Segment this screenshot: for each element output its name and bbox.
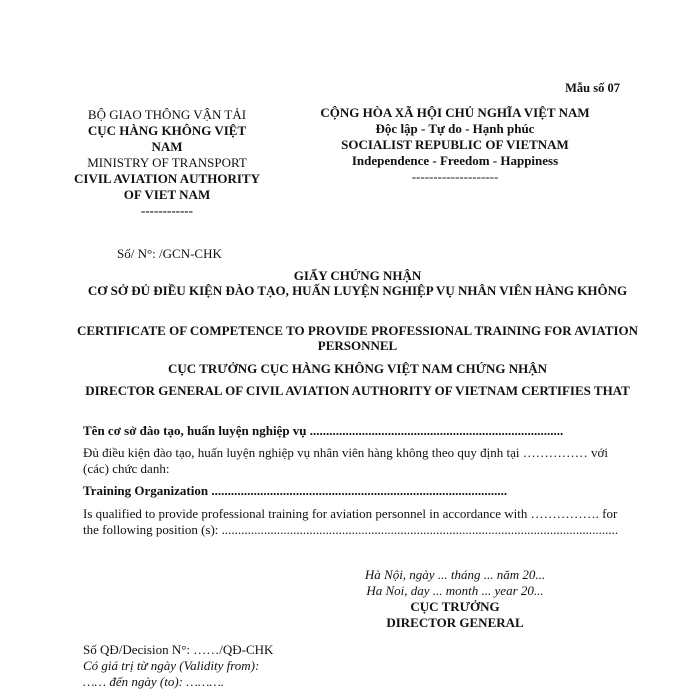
date-line-vn: Hà Nội, ngày ... tháng ... năm 20... [364,567,546,582]
form-number: Mẫu số 07 [565,81,620,95]
issuing-authority-header [72,107,262,219]
republic-en: SOCIALIST REPUBLIC OF VIETNAM [341,137,569,152]
ministry-vn: BỘ GIAO THÔNG VẬN TẢI [87,107,247,122]
certificate-title-en: CERTIFICATE OF COMPETENCE TO PROVIDE PROFESSIONAL TRAINING FOR AVIATION PERSONNEL [76,323,639,353]
signer-role-vn: CỤC TRƯỞNG [410,599,500,614]
org-name-field-en: Training Organization ........................................................................................... [83,483,508,498]
national-header [265,105,645,185]
republic-vn: CỘNG HÒA XÃ HỘI CHỦ NGHĨA VIỆT NAM [320,105,590,120]
title-vn: GIẤY CHỨNG NHẬN [293,268,422,283]
qualified-text-en: Is qualified to provide professional training for aviation personnel in accordance with ……………. for the following position (s): .......................................................................................................................... [83,506,619,537]
authority-vn: CỤC HÀNG KHÔNG VIỆT NAM [87,123,247,154]
left-divider: ------------ [141,203,193,218]
validity-to: …… đến ngày (to): ………. [83,674,225,689]
date-line-en: Ha Noi, day ... month ... year 20... [366,583,544,598]
right-divider: -------------------- [411,169,499,184]
director-statement-en: DIRECTOR GENERAL OF CIVIL AVIATION AUTHORITY OF VIETNAM CERTIFIES THAT [85,383,630,398]
org-name-field-vn: Tên cơ sở đào tạo, huấn luyện nghiệp vụ .............................................................................. [83,423,564,438]
certificate-title-vn [70,268,645,298]
signer-role-en: DIRECTOR GENERAL [386,615,524,630]
decision-block [83,642,383,690]
motto-vn: Độc lập - Tự do - Hạnh phúc [375,121,535,136]
ministry-en: MINISTRY OF TRANSPORT [87,155,247,170]
subtitle-vn: CƠ SỞ ĐỦ ĐIỀU KIỆN ĐÀO TẠO, HUẤN LUYỆN NGHIỆP VỤ NHÂN VIÊN HÀNG KHÔNG [87,283,628,298]
authority-en: CIVIL AVIATION AUTHORITY OF VIET NAM [74,171,260,202]
director-statement-vn: CỤC TRƯỞNG CỤC HÀNG KHÔNG VIỆT NAM CHỨNG NHẬN [168,361,547,376]
signature-block [345,567,565,631]
qualified-text-vn: Đủ điều kiện đào tạo, huấn luyện nghiệp vụ nhân viên hàng không theo quy định tại …………… với (các) chức danh: [83,445,608,476]
decision-number: Số QĐ/Decision N°: ……/QĐ-CHK [83,642,274,657]
document-number: Số/ N°: /GCN-CHK [117,246,222,261]
motto-en: Independence - Freedom - Happiness [351,153,559,168]
validity-from: Có giá trị từ ngày (Validity from): [83,658,260,673]
